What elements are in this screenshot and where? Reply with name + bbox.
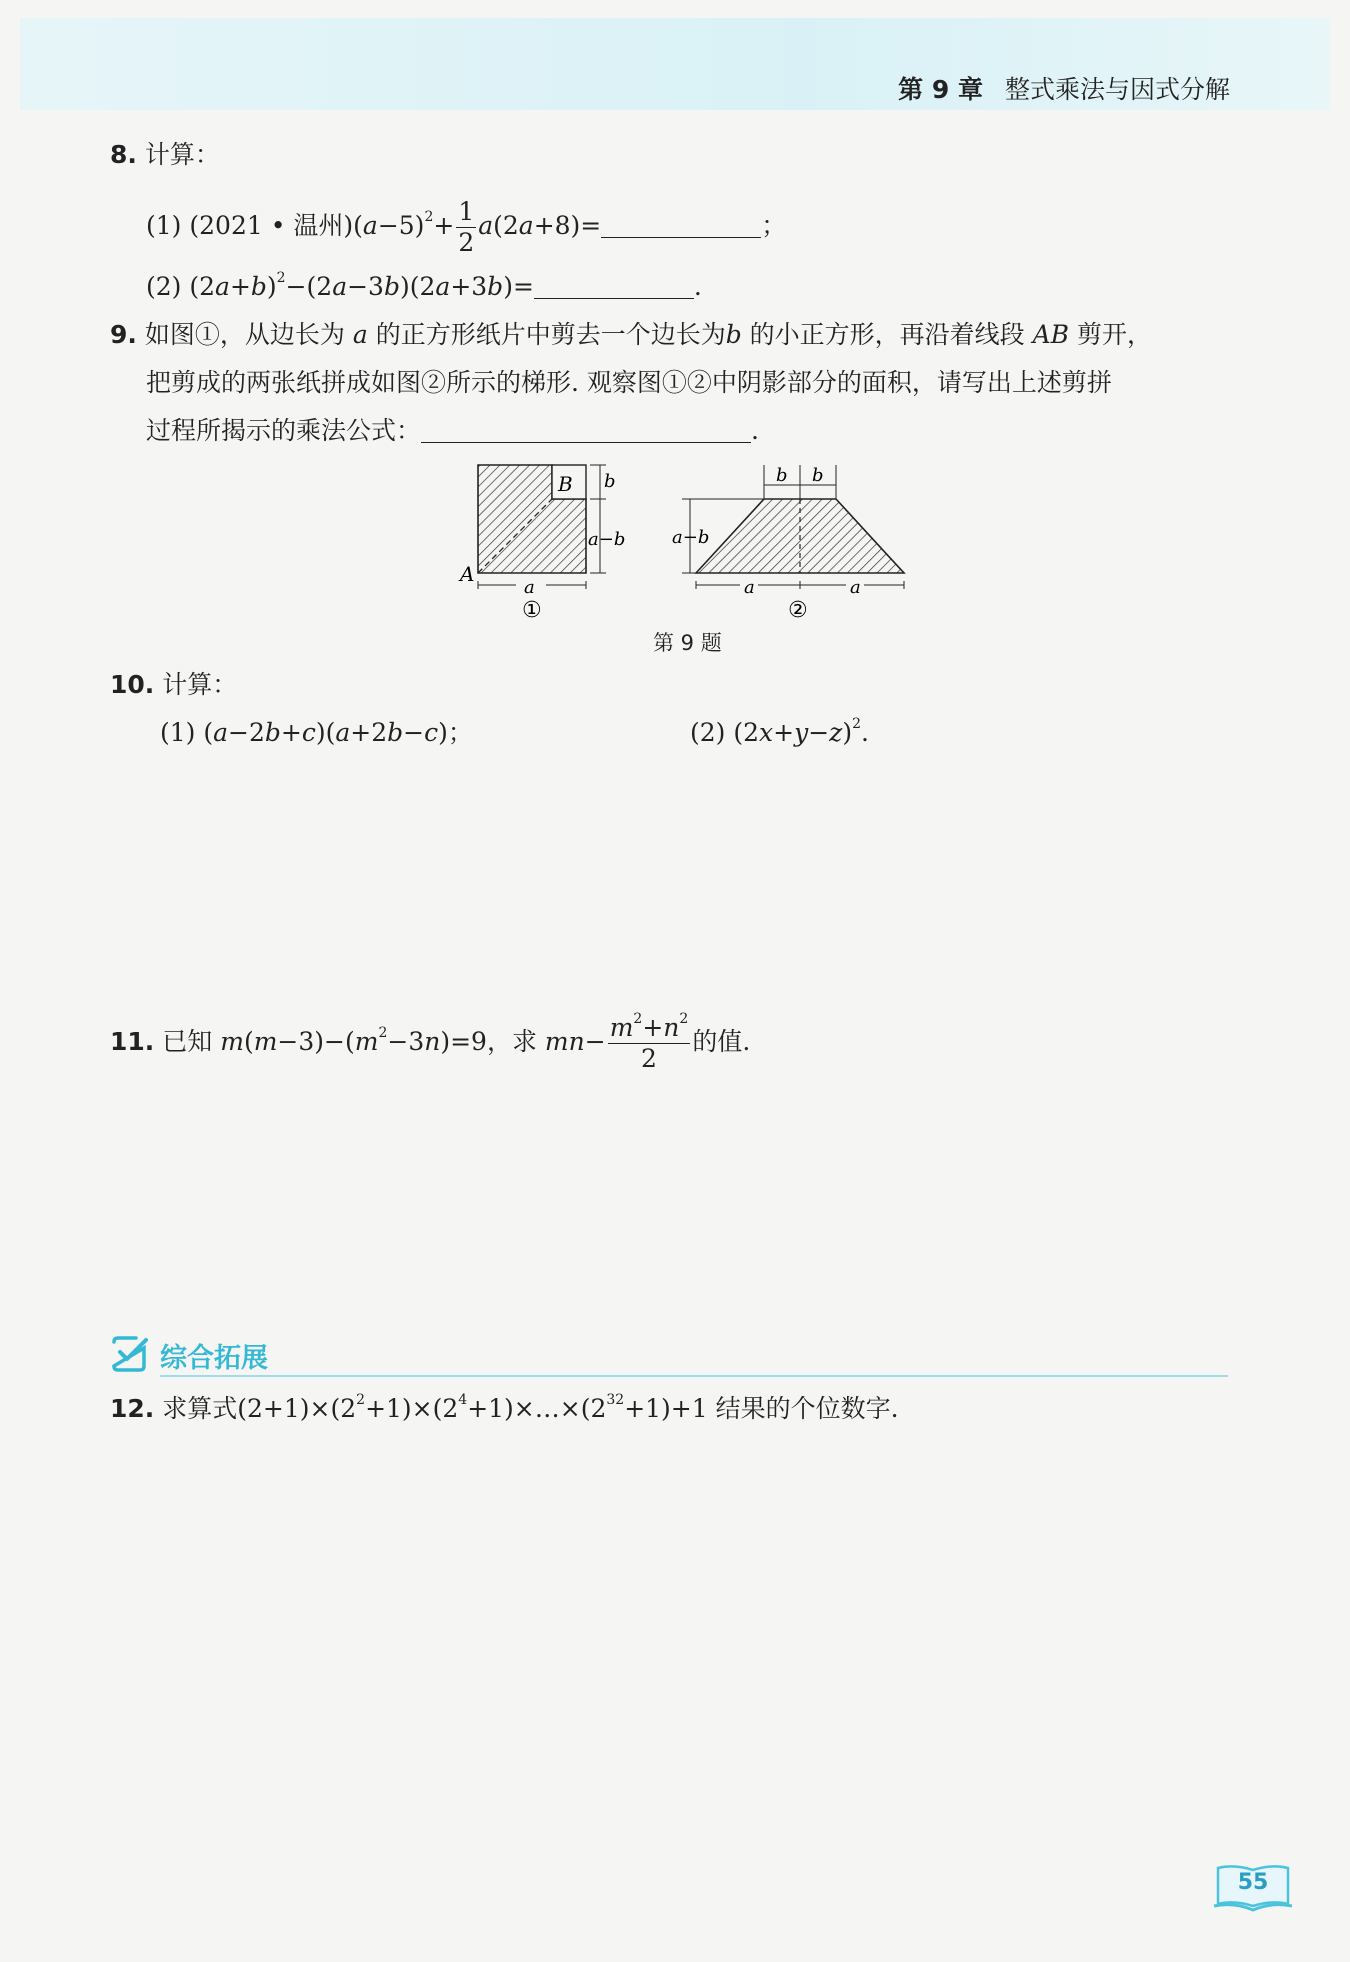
text: 结果的个位数字.: [715, 1394, 899, 1423]
answer-blank[interactable]: [534, 272, 694, 299]
section-header: [108, 1330, 1230, 1380]
text: 如图①，从边长为: [144, 320, 345, 349]
question-number: 11.: [110, 1027, 155, 1056]
chapter-title: 整式乘法与因式分解: [1004, 75, 1230, 104]
question-8-part-1: (1) (2021 • 温州)$(a-5)^2+$ $\frac{1}{2}$ a(2a+8)= ；: [146, 197, 787, 257]
label-b-right: b: [812, 465, 824, 486]
label-b-left: b: [776, 465, 788, 486]
text: 的正方形纸片中剪去一个边长为: [375, 320, 726, 349]
section-title: 综合拓展: [160, 1343, 268, 1374]
part-label: (2): [690, 718, 726, 747]
question-8-prompt: [110, 138, 220, 172]
label-a: a: [524, 577, 535, 598]
fraction: $\frac{m^2+n^2}{2}$: [609, 1011, 689, 1073]
part-label: (2): [146, 272, 182, 301]
fraction: $\frac{1}{2}$: [458, 197, 475, 257]
question-number: 12.: [110, 1394, 155, 1423]
chapter-number: 第 9 章: [898, 75, 983, 104]
text: 的小正方形，再沿着线段: [749, 320, 1025, 349]
answer-blank[interactable]: [421, 416, 751, 443]
checklist-icon: [108, 1334, 152, 1374]
answer-blank[interactable]: [601, 211, 761, 238]
question-9-line-2: 把剪成的两张纸拼成如图②所示的梯形. 观察图①②中阴影部分的面积，请写出上述剪拼: [146, 368, 1112, 397]
source-tag: (2021 • 温州): [189, 211, 354, 240]
figure-2-label: ②: [788, 598, 808, 623]
question-text: 计算：: [162, 670, 238, 699]
text: 的值.: [692, 1027, 751, 1056]
label-a-right: a: [850, 577, 861, 598]
part-label: (1): [146, 211, 182, 240]
question-10-prompt: [110, 668, 237, 702]
question-number: 10.: [110, 670, 155, 699]
figure-caption: 第 9 题: [653, 631, 722, 655]
question-10-part-2: (2) $(2x+y-z)^2$.: [690, 716, 869, 747]
page-number: 55: [1237, 1870, 1269, 1895]
label-A: A: [460, 562, 475, 586]
label-b: b: [604, 471, 616, 492]
figure-2-trapezoid: [672, 465, 904, 623]
page-number-badge: [1212, 1862, 1294, 1916]
label-a-minus-b: a−b: [672, 527, 710, 548]
question-number: 9.: [110, 320, 137, 349]
label-B: B: [558, 472, 573, 496]
question-8-part-2: (2) $(2a+b)^2-(2a-3b)(2a+3b)=$ .: [146, 270, 702, 301]
chapter-header: [898, 70, 1230, 106]
part-label: (1): [160, 718, 196, 747]
figure-1-label: ①: [522, 598, 542, 623]
text: 剪开，: [1077, 320, 1153, 349]
text: ，求: [486, 1027, 537, 1056]
figure-1-square: [458, 465, 625, 623]
question-11: 11. 已知 $m(m-3)-(m^2-3n)=9$，求 mn− $\frac{m^2+n^2}{2}$ 的值.: [110, 1011, 751, 1073]
label-a-left: a: [744, 577, 755, 598]
question-12: 12. 求算式$(2+1)\times(2^2+1)\times(2^4+1)\times\dots\times(2^{32}+1)+1$ 结果的个位数字.: [110, 1392, 899, 1423]
label-a-minus-b: a−b: [588, 529, 626, 550]
section-divider: [160, 1375, 1228, 1377]
question-text: 计算：: [144, 140, 220, 169]
text: 已知: [162, 1027, 213, 1056]
question-9-line-1: 9. 如图①，从边长为 a 的正方形纸片中剪去一个边长为b 的小正方形，再沿着线段 AB 剪开，: [110, 320, 1153, 349]
figure-9: [450, 455, 930, 625]
question-9-line-3: 过程所揭示的乘法公式： .: [146, 416, 759, 445]
text: 求算式: [162, 1394, 238, 1423]
question-number: 8.: [110, 140, 137, 169]
text: 过程所揭示的乘法公式：: [146, 416, 422, 445]
question-10-part-1: (1) (a−2b+c)(a+2b−c)；: [160, 718, 473, 747]
